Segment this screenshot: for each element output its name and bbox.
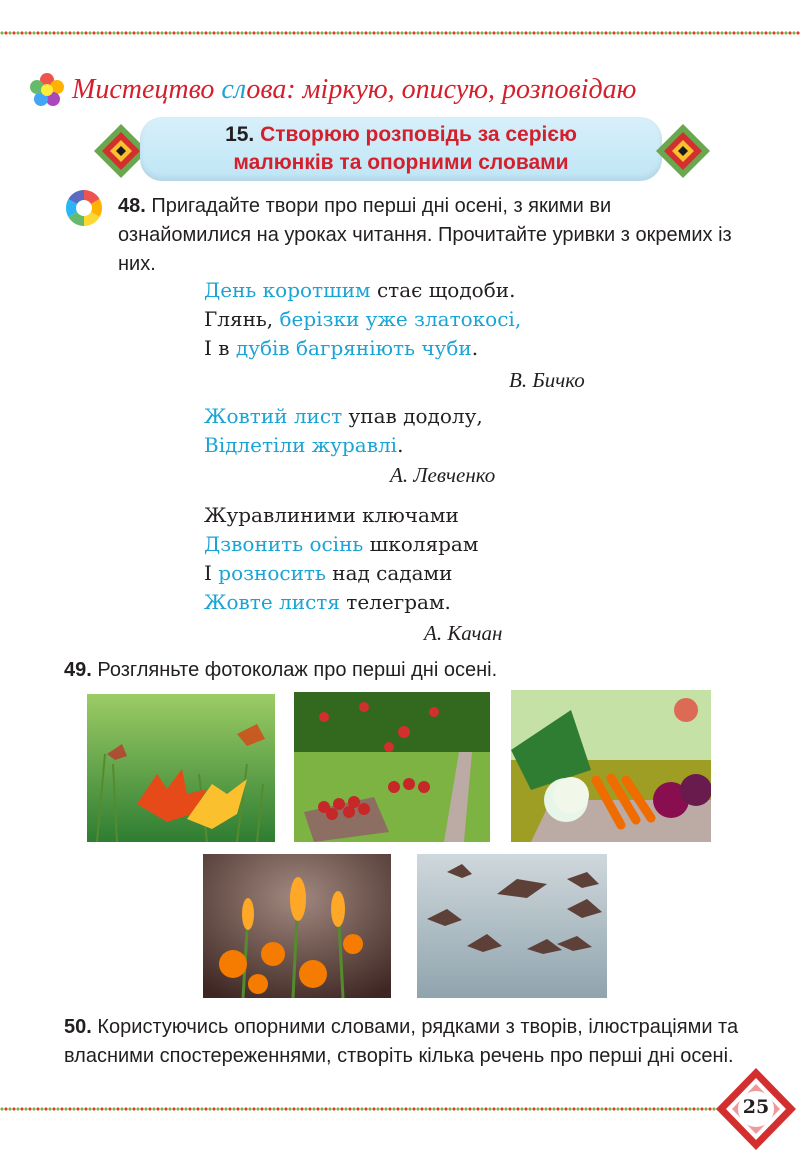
poem-line [204,305,521,334]
poem-text: над садами [325,561,453,585]
bottom-ornament-border [0,1106,720,1112]
poem-highlight: День коротшим [204,278,371,302]
poem-line [204,334,521,363]
poem-excerpt [204,276,521,363]
flower-icon [30,73,64,107]
poem-highlight: Жовте листя [204,590,340,614]
lesson-heading [92,117,712,183]
photo-vegetable-basket [511,690,711,842]
poem-text: школярам [363,532,479,556]
poem-excerpt [204,402,483,460]
lesson-title-box [140,117,662,181]
poem-highlight: Дзвонить осінь [204,532,364,556]
poem-highlight: дубів багряніють чуби [235,336,472,360]
section-title-part2: сл [221,74,247,105]
poem-text: І в [204,336,236,360]
lesson-title-line2: малюнків та опорними словами [233,151,569,174]
poem-author: А. Качан [424,621,503,645]
lesson-title-line1: Створюю розповідь за серією [260,123,577,146]
top-ornament-border [0,30,800,36]
embroidery-ornament-icon [654,122,712,180]
poem-text: Журавлиними ключами [204,503,459,527]
section-title-part1: Мистецтво [72,74,222,105]
poem-text: . [397,433,404,457]
poem-text: І [204,561,219,585]
poem-author: В. Бичко [509,368,585,392]
poem-highlight: Відлетіли журавлі [204,433,398,457]
task-text: Пригадайте твори про перші дні осені, з якими ви ознайомилися на уроках читання. Прочитайте уривки з окремих із них. [118,195,732,275]
task-text: Розгляньте фотоколаж про перші дні осені. [97,659,498,681]
photo-autumn-leaves [87,694,275,842]
poem-text: стає щодоби. [370,278,516,302]
poem-highlight: розносить [218,561,326,585]
poem-line [204,276,521,305]
photo-autumn-flowers [203,854,391,998]
page-number: 25 [742,1096,770,1118]
poem-highlight: Жовтий лист [204,404,343,428]
section-title-part3: ова: міркую, описую, розповідаю [246,74,637,105]
poem-text: . [471,336,479,360]
task-number: 50. [64,1016,92,1038]
lesson-number: 15. [225,123,255,146]
poem-text: Глянь, [204,307,280,331]
poem-line [204,431,483,460]
task-number: 48. [118,195,146,217]
task-text: Користуючись опорними словами, рядками з творів, ілюстраціями та власними спостереженнями, створіть кілька речень про перші дні осені. [64,1016,739,1067]
poem-line [204,530,478,559]
poem-highlight: берізки уже златокосі, [279,307,522,331]
photo-flying-geese [417,854,607,998]
task-number: 49. [64,659,92,681]
poem-line [204,559,478,588]
photo-apple-orchard [294,692,490,842]
poem-text: упав додолу, [342,404,483,428]
poem-line [204,402,483,431]
task-48 [118,192,738,279]
section-header [30,72,636,108]
poem-excerpt [204,501,478,617]
task-49 [64,656,764,685]
poem-line [204,501,478,530]
section-title [72,74,636,106]
color-wheel-icon [64,188,104,228]
poem-author: А. Левченко [390,463,496,487]
task-50 [64,1013,744,1071]
poem-text: телеграм. [339,590,451,614]
poem-line [204,588,478,617]
